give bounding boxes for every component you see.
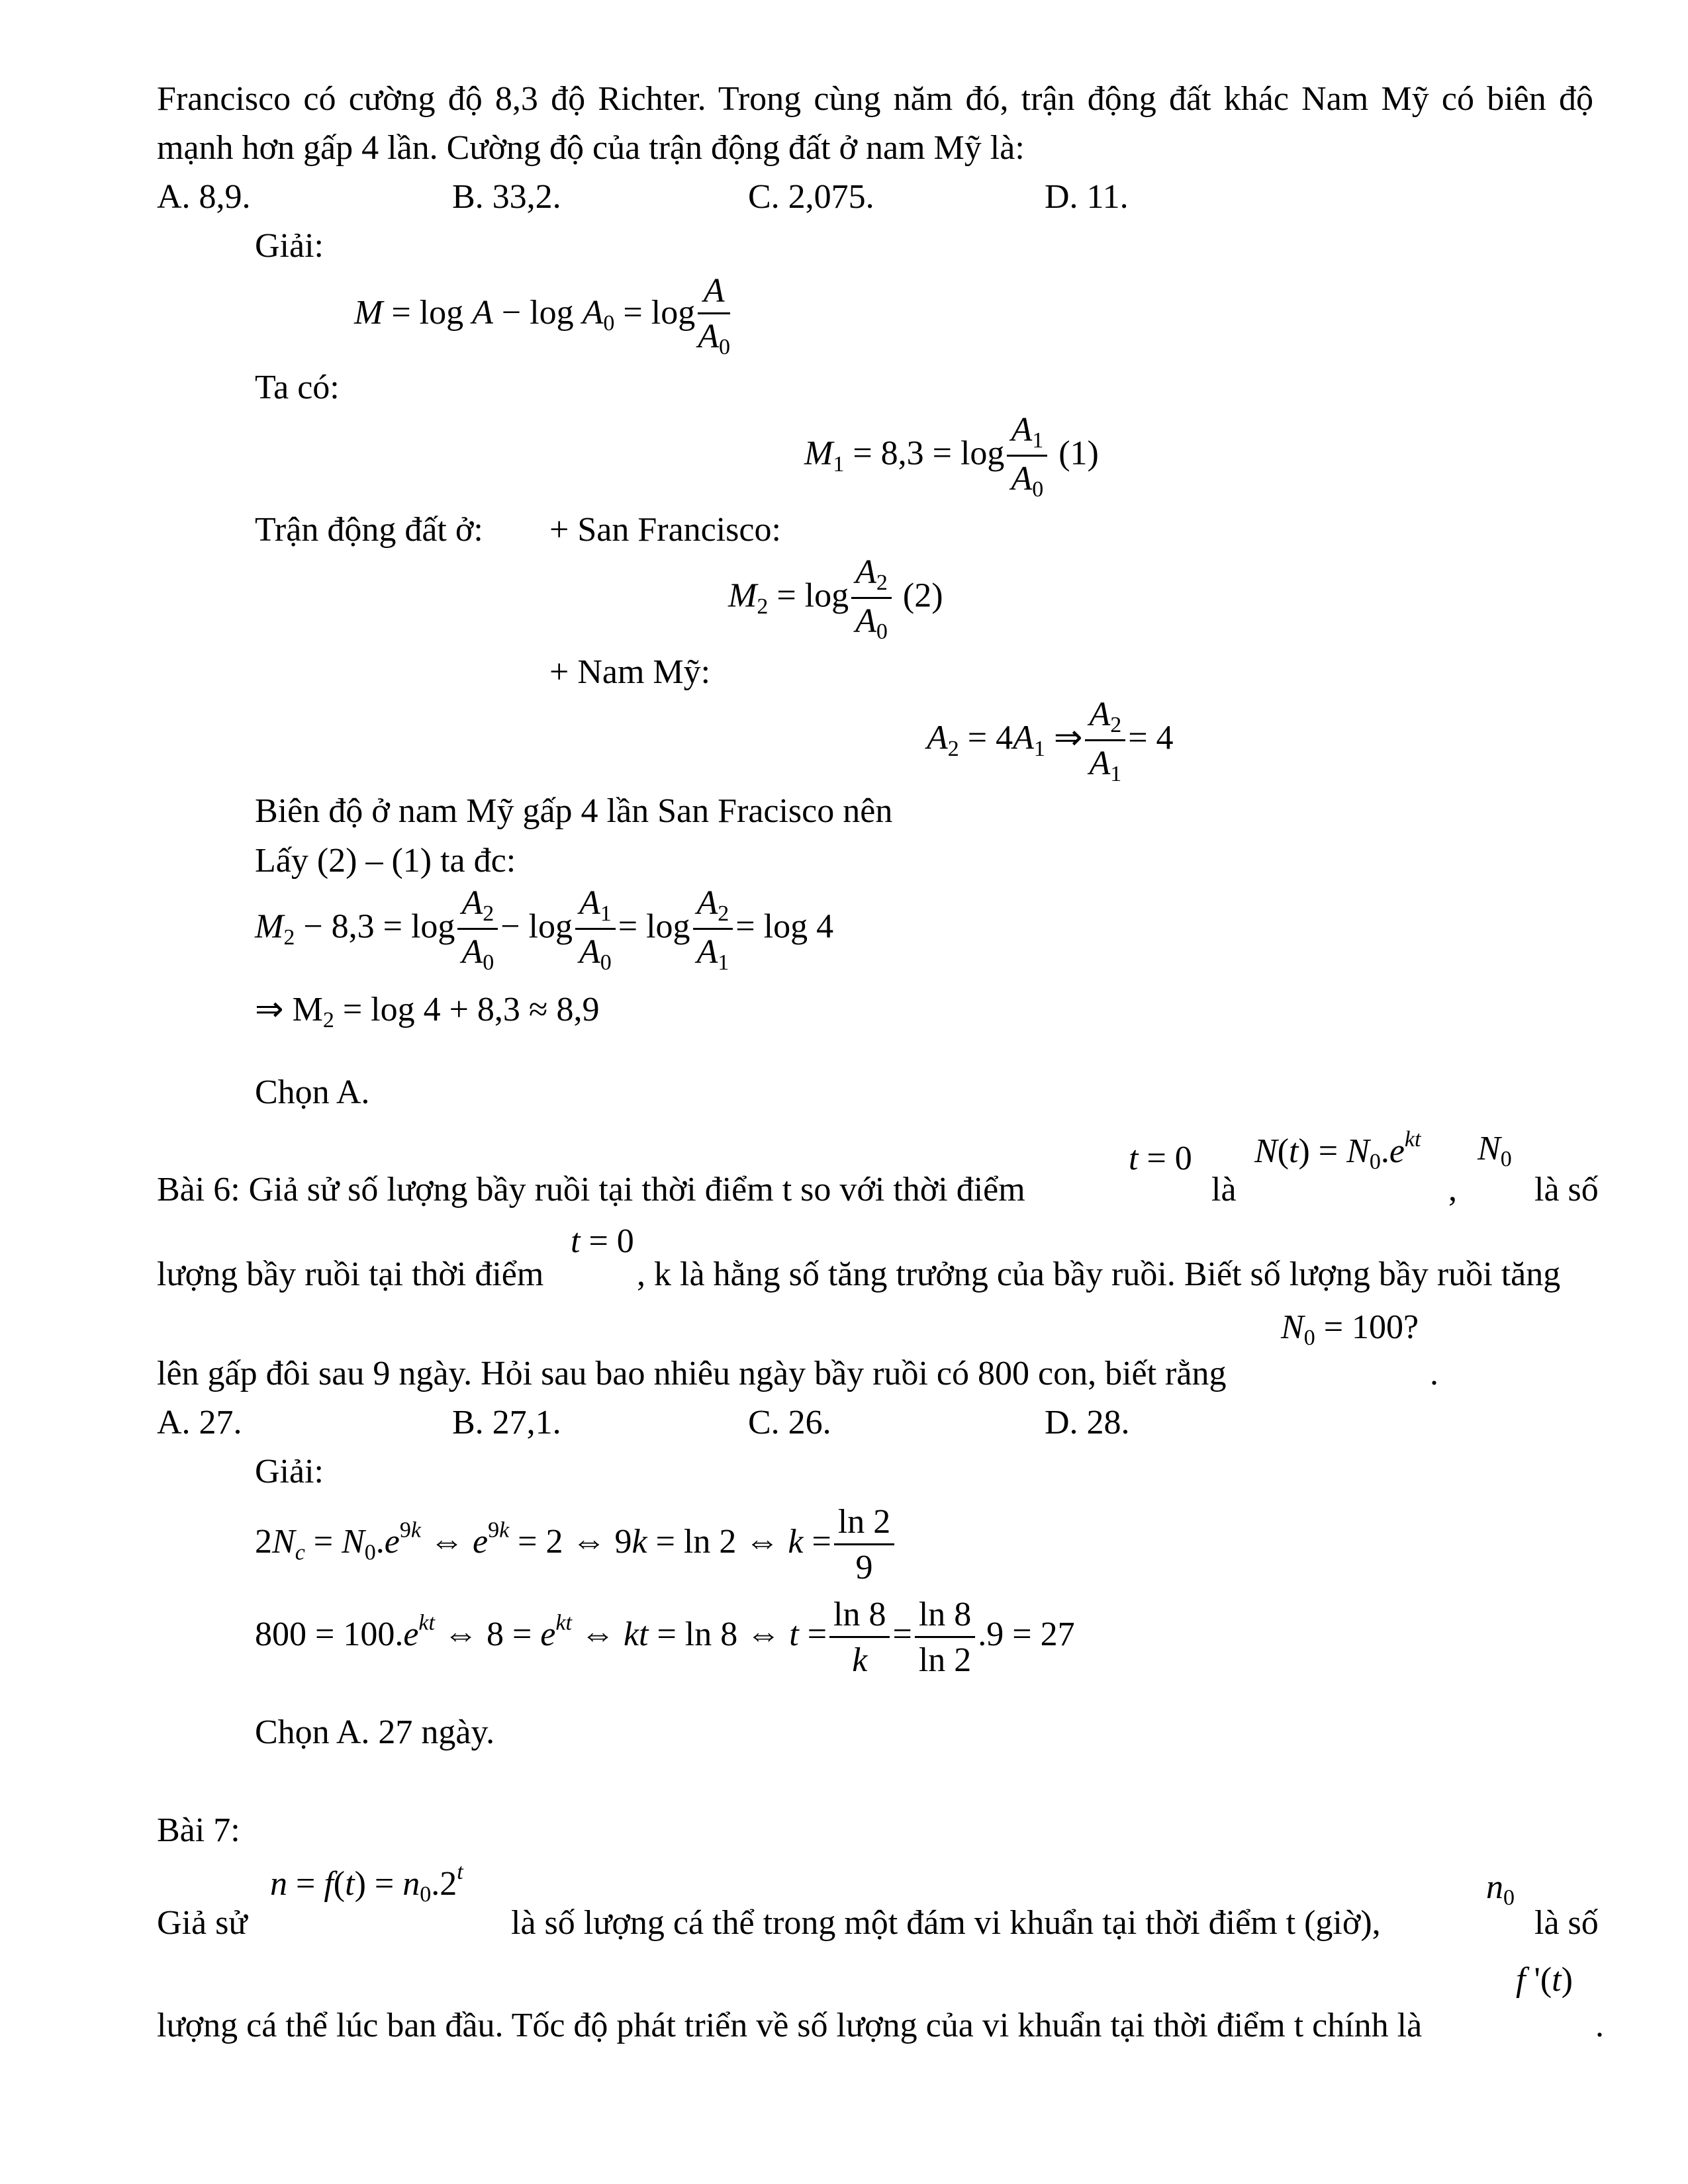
equation-growth-rate: $2N_c = N_0.e^{9k}$ ⇔ $e^{9k} = 2$ ⇔ 9k = ln 2 ⇔ k = $\frac{\ln 2}{9}$ [255, 1502, 897, 1588]
problem6-line3: lên gấp đôi sau 9 ngày. Hỏi sau bao nhiêu ngày bầy ruồi có 800 con, biết rằng [157, 1355, 1227, 1392]
math-bacteria-function: $n = f(t) = n_0.2^t$ [270, 1860, 463, 1907]
problem5-answer: Chọn A. [255, 1073, 370, 1111]
equation-ratio: $A_2 = 4A_1$ ⇒ $\frac{A_2}{A_1}$ = 4 [927, 696, 1174, 787]
problem7-title: Bài 7: [157, 1811, 240, 1849]
option-a: A. 8,9. [157, 178, 251, 216]
problem6-line1-c: , [1448, 1171, 1457, 1208]
problem7-line2: lượng cá thể lúc ban đầu. Tốc độ phát triển về số lượng của vi khuẩn tại thời điểm t chính là [157, 2007, 1423, 2044]
solution-label: Giải: [255, 1453, 324, 1490]
problem7-line1-b: là số lượng cá thể trong một đám vi khuẩn tại thời điểm t (giờ), [511, 1904, 1381, 1942]
problem5-line2: mạnh hơn gấp 4 lần. Cường độ của trận động đất ở nam Mỹ là: [157, 129, 1025, 167]
option-c: C. 2,075. [748, 178, 874, 216]
problem7-line1-a: Giả sử [157, 1904, 248, 1942]
option-c: C. 26. [748, 1404, 831, 1441]
problem7-line1-c: là số [1534, 1904, 1599, 1942]
tran-label: Trận động đất ở: [255, 511, 483, 549]
math-derivative: f '(t) [1516, 1961, 1573, 1999]
option-d: D. 11. [1045, 178, 1129, 216]
problem6-line1-d: là số [1534, 1171, 1599, 1208]
problem6-line2-b: , k là hằng số tăng trưởng của bầy ruồi. Biết số lượng bầy ruồi tăng [637, 1255, 1561, 1293]
ta-co-label: Ta có: [255, 369, 340, 406]
equation-2: $M_2 = \log$ $\frac{A_2}{A_0}$ (2) [728, 553, 943, 645]
math-t-zero: t = 0 [1129, 1140, 1192, 1177]
problem6-line1-b: là [1211, 1171, 1237, 1208]
solution-label: Giải: [255, 227, 324, 265]
option-a: A. 27. [157, 1404, 242, 1441]
equation-result: ⇒ $M_2 = \log 4 + 8,3 \approx 8,9$ [255, 991, 600, 1033]
math-n0: $N_0$ [1477, 1130, 1512, 1172]
math-small-n0: $n_0$ [1486, 1868, 1515, 1911]
problem6-line2-a: lượng bầy ruồi tại thời điểm [157, 1255, 544, 1293]
equation-difference: $M_2 - 8,3 = \log$ $\frac{A_2}{A_0}$ − log $\frac{A_1}{A_0}$ = log $\frac{A_2}{A_1}$ = log 4 [255, 884, 834, 976]
equation-time: $800 = 100.e^{kt}$ ⇔ $8 = e^{kt}$ ⇔ kt = ln 8 ⇔ t = $\frac{\ln 8}{k}$ = $\frac{\ln 8}{\ln 2}$ .9 = 27 [255, 1596, 1075, 1679]
option-b: B. 33,2. [452, 178, 561, 216]
option-d: D. 28. [1045, 1404, 1130, 1441]
problem6-answer: Chọn A. 27 ngày. [255, 1713, 495, 1751]
bien-do-line: Biên độ ở nam Mỹ gấp 4 lần San Fracisco nên [255, 792, 893, 830]
problem5-line1: Francisco có cường độ 8,3 độ Richter. Trong cùng năm đó, trận động đất khác Nam Mỹ có biên độ [157, 80, 1593, 118]
math-n0-value: $N_0 = 100$? [1281, 1308, 1419, 1351]
math-population-function: $N(t) = N_0.e^{kt}$ [1254, 1127, 1421, 1174]
nam-my-label: + Nam Mỹ: [549, 653, 711, 691]
problem7-line2-dot: . [1595, 2007, 1604, 2044]
formula-magnitude: $M = \log A - \log A_0 = \log$ $\frac{A}{A_0}$ [354, 272, 730, 359]
math-t-zero-2: t = 0 [571, 1222, 634, 1260]
problem6-line1-a: Bài 6: Giả sử số lượng bầy ruồi tại thời điểm t so với thời điểm [157, 1171, 1025, 1208]
problem6-line3-dot: . [1430, 1355, 1438, 1392]
lay-line: Lấy (2) – (1) ta đc: [255, 842, 516, 880]
san-francisco-label: + San Francisco: [549, 511, 781, 549]
option-b: B. 27,1. [452, 1404, 561, 1441]
equation-1: $M_1 = 8,3 = \log$ $\frac{A_1}{A_0}$ (1) [804, 411, 1099, 502]
